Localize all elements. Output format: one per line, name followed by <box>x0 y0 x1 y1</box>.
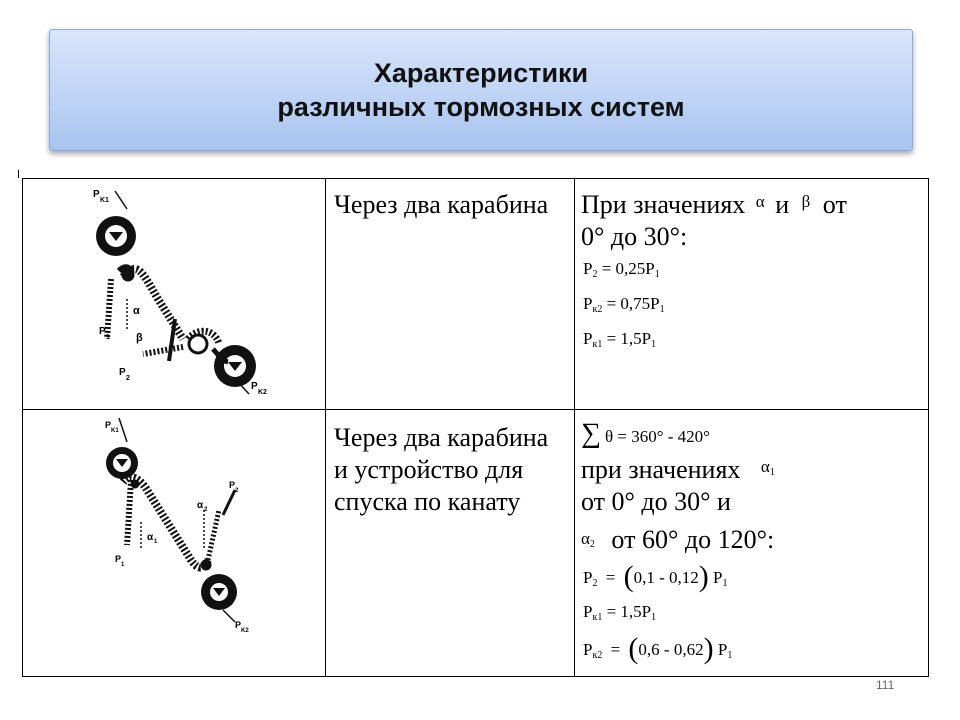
label-p1-sub: 1 <box>121 562 125 568</box>
alpha1-symbol: α <box>760 457 770 476</box>
label-beta: β <box>136 332 143 344</box>
label-pk1: P <box>105 420 112 430</box>
label-p2-sub: 2 <box>235 488 239 494</box>
label-p1-sub: 1 <box>106 334 110 341</box>
table-row <box>23 179 929 410</box>
method-line: спуска по канату <box>334 487 521 516</box>
alpha-symbol: α <box>755 192 765 211</box>
carabiner-k1-icon <box>96 216 136 256</box>
method-cell <box>326 410 575 677</box>
method-line: и устройство для <box>334 455 524 484</box>
label-alpha2: α <box>197 500 204 511</box>
label-p2: P <box>119 367 126 378</box>
rope-icon <box>123 477 235 570</box>
cond-line-3: $\alpha_2$ от 60° до 120°: <box>581 525 775 554</box>
title-line-1: Характеристики <box>373 58 589 88</box>
formula-pk2: $P_{к2} = 0,75P_1$ <box>583 294 665 315</box>
label-pk2: P <box>235 620 242 630</box>
condition-line-1 <box>581 189 847 224</box>
corner-tick <box>18 170 19 178</box>
braking-systems-table <box>22 178 929 677</box>
conditions-cell <box>575 410 929 677</box>
diagram-cell <box>23 410 326 677</box>
label-p2: P <box>229 480 236 490</box>
method-text <box>334 422 574 518</box>
label-pk1: P <box>93 189 100 200</box>
cond-text: При значениях <box>581 190 746 219</box>
method-cell <box>326 179 575 410</box>
two-carabiner-diagram <box>23 179 323 410</box>
label-pk1-sub: K1 <box>100 197 109 204</box>
label-pk2-sub: K2 <box>258 389 267 396</box>
method-text: Через два карабина <box>334 190 549 219</box>
cond-line-1: при значениях $^\alpha_1$ <box>581 455 775 484</box>
title-line-2: различных тормозных систем <box>277 92 685 122</box>
conditions-cell <box>575 179 929 410</box>
sum-formula <box>581 418 710 450</box>
carabiner-k2-icon <box>201 574 237 610</box>
page-number: 111 <box>876 678 895 692</box>
alpha2-symbol: α <box>581 529 590 548</box>
diagram-cell <box>23 179 326 410</box>
carabiner-k1-icon <box>106 447 138 479</box>
cond-line-2: от 0° до 30° и <box>581 487 731 516</box>
label-alpha2-sub: 2 <box>204 507 208 513</box>
slide-title-box <box>49 29 913 151</box>
formula-pk1: $P_{к1} = 1,5P_1$ <box>583 329 657 350</box>
method-line: Через два карабина <box>334 423 549 452</box>
cond-from: от <box>822 190 847 219</box>
sum-symbol: ∑ <box>581 418 601 449</box>
label-pk2-sub: K2 <box>241 628 249 634</box>
carabiner-k2-icon <box>214 345 256 387</box>
label-alpha: α <box>133 305 140 317</box>
formula-pk1: $P_{к1} = 1,5P_1$ <box>583 602 657 623</box>
rope-icon <box>107 267 228 362</box>
sum-text: θ = 360° - 420° <box>604 427 710 446</box>
descender-diagram <box>23 410 323 677</box>
cond-and: и <box>775 190 790 219</box>
label-p2-sub: 2 <box>126 375 130 382</box>
label-alpha1-sub: 1 <box>154 539 158 545</box>
label-p1: P <box>99 326 106 337</box>
label-pk2: P <box>251 381 258 392</box>
label-alpha1: α <box>147 532 154 543</box>
table-row <box>23 410 929 677</box>
formula-p2: $P_2 = (0,1 - 0,12)$ $P_1$ <box>583 560 728 593</box>
beta-symbol: β <box>801 192 811 211</box>
formula-pk2: $P_{к2} = (0,6 - 0,62)$ $P_1$ <box>583 632 733 665</box>
label-p1: P <box>115 554 122 564</box>
condition-line-2: 0° до 30°: <box>581 222 688 251</box>
label-pk1-sub: K1 <box>111 428 119 434</box>
formula-p2: $P_2 = 0,25P_1$ <box>583 259 660 280</box>
